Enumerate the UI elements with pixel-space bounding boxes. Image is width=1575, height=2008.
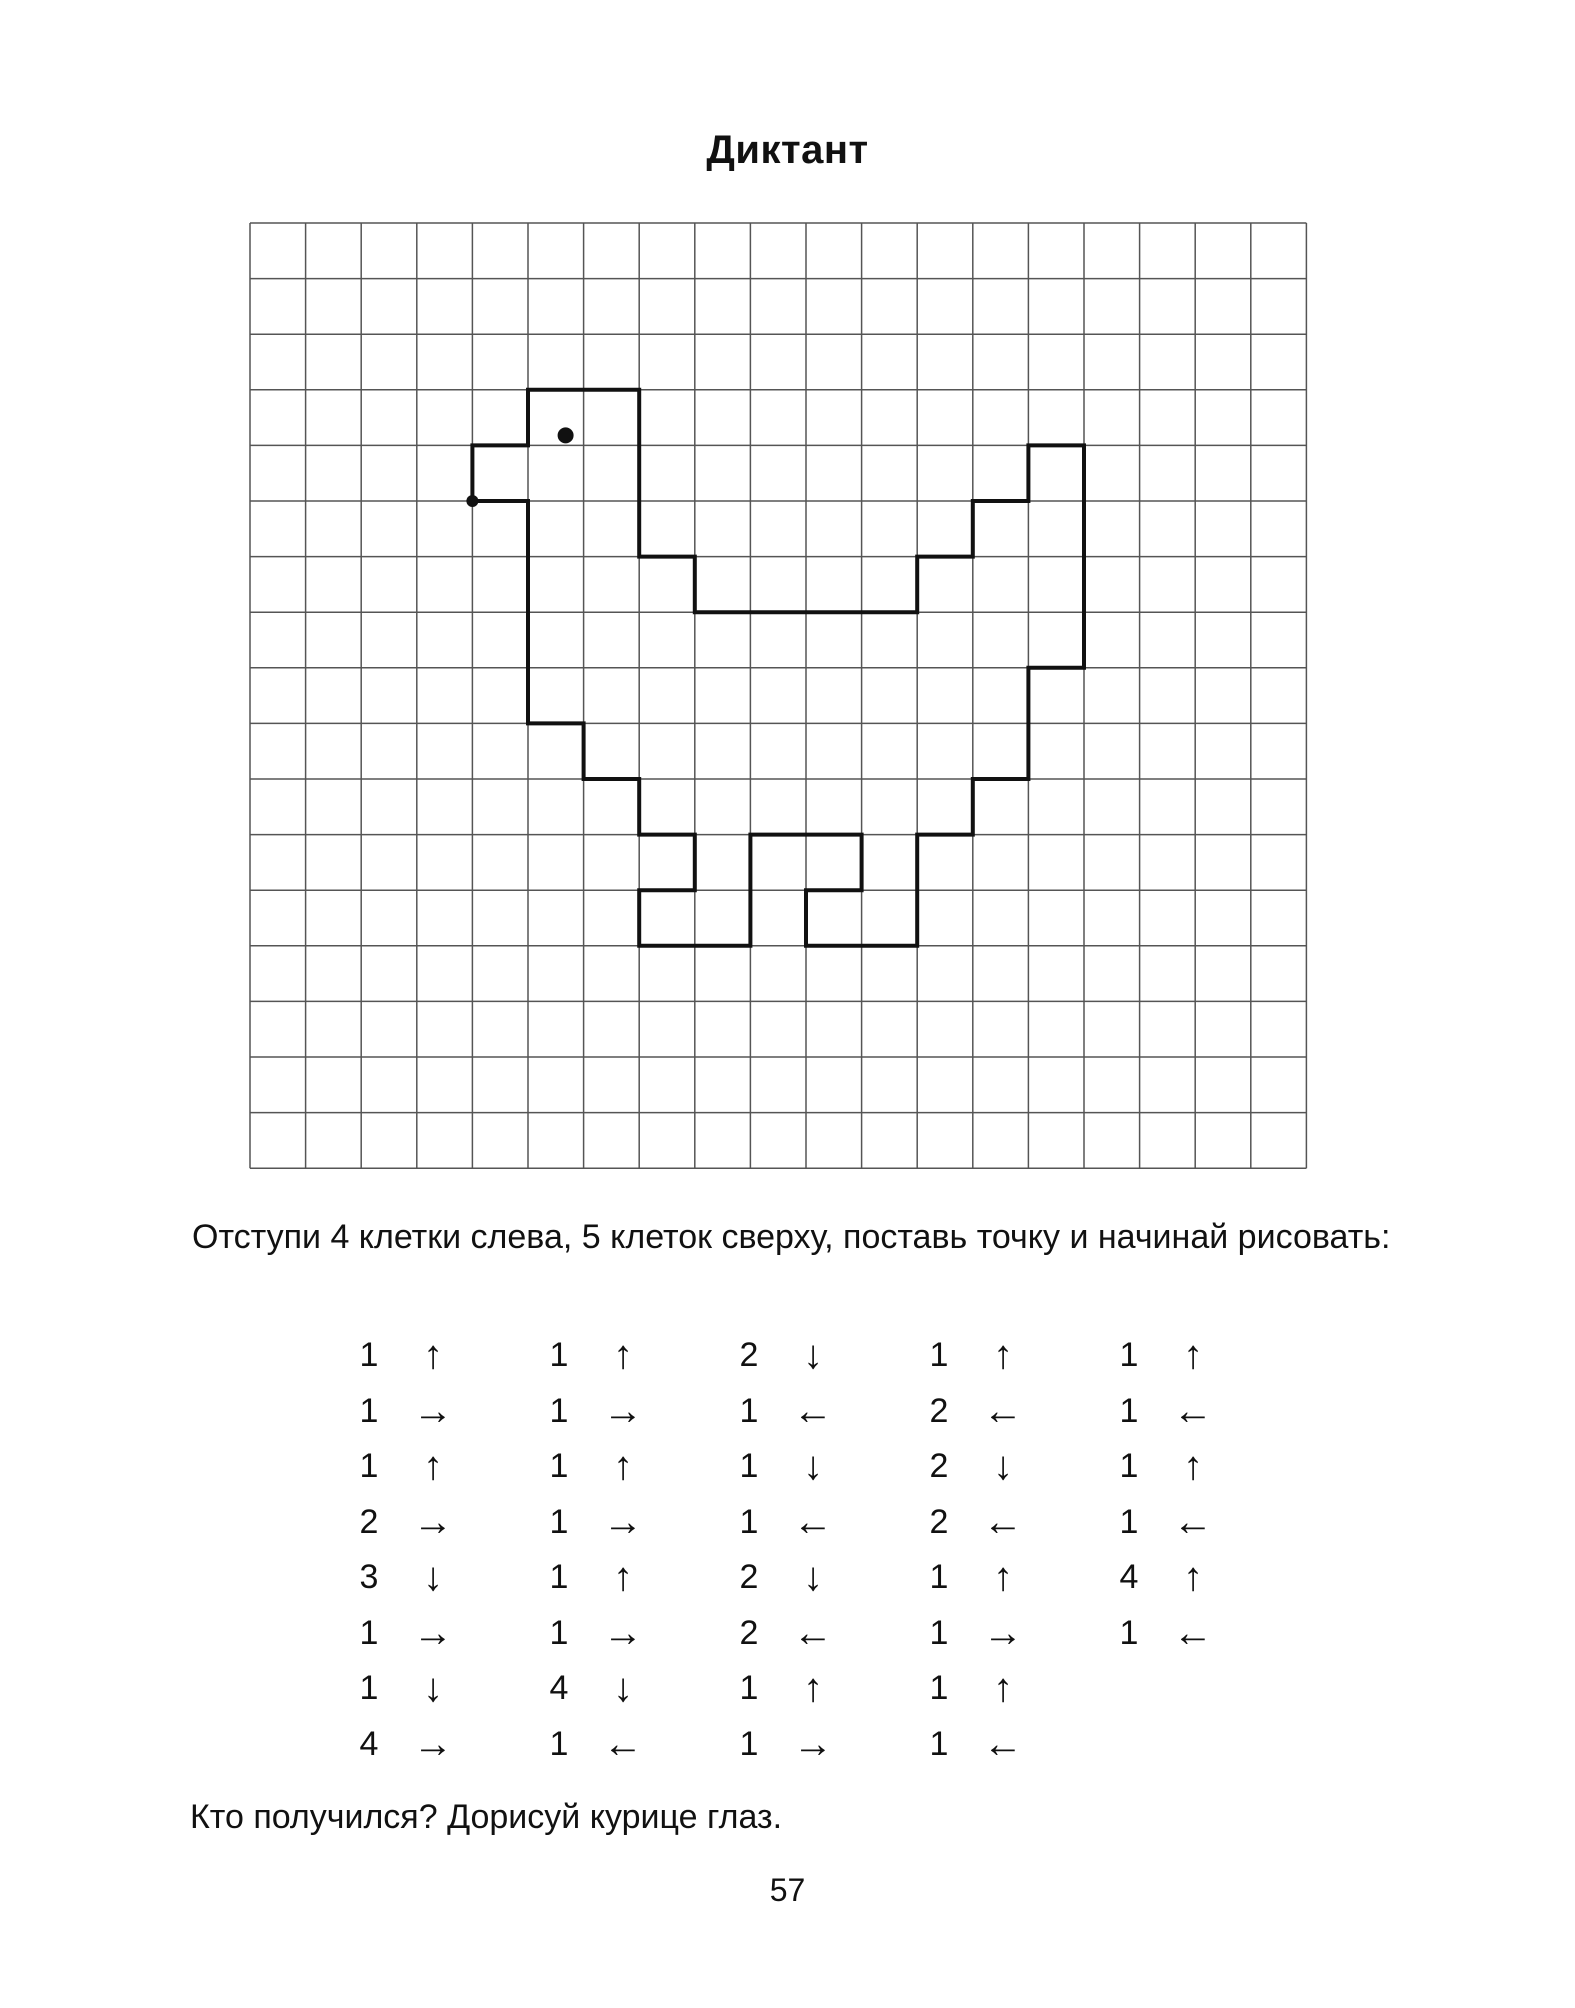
command-step	[354, 1608, 484, 1658]
step-count: 1	[739, 1447, 759, 1485]
command-step	[924, 1608, 1054, 1658]
step-count: 2	[359, 1502, 379, 1541]
command-step	[354, 1441, 484, 1491]
step-count: 2	[929, 1391, 949, 1430]
command-step	[734, 1330, 864, 1380]
command-step	[924, 1386, 1054, 1436]
step-count: 2	[929, 1502, 949, 1541]
step-count: 1	[549, 1613, 569, 1652]
step-count: 1	[549, 1558, 569, 1596]
command-step	[924, 1330, 1054, 1380]
step-count: 1	[929, 1613, 949, 1652]
arrow-down-icon: ↓	[803, 1555, 823, 1599]
command-step	[924, 1719, 1054, 1769]
command-step	[544, 1719, 674, 1769]
arrow-up-icon: ↑	[613, 1555, 633, 1599]
step-count: 1	[549, 1724, 569, 1763]
step-count: 1	[549, 1502, 569, 1541]
arrow-left-icon: ←	[793, 1388, 833, 1433]
instruction-text: Отступи 4 клетки слева, 5 клеток сверху, поставь точку и начинай рисовать:	[192, 1218, 1391, 1256]
command-step	[544, 1552, 674, 1602]
page-title: Диктант	[706, 128, 869, 172]
arrow-left-icon: ←	[793, 1610, 833, 1655]
step-count: 1	[929, 1336, 949, 1374]
question-text: Кто получился? Дорисуй курице глаз.	[190, 1798, 783, 1836]
command-step	[1114, 1386, 1244, 1436]
arrow-down-icon: ↓	[803, 1333, 823, 1377]
step-count: 1	[1119, 1502, 1139, 1541]
command-step	[1114, 1330, 1244, 1380]
command-step	[544, 1441, 674, 1491]
arrow-up-icon: ↑	[1183, 1555, 1203, 1599]
command-step	[544, 1386, 674, 1436]
step-count: 1	[549, 1391, 569, 1430]
arrow-right-icon: →	[603, 1388, 643, 1433]
step-count: 1	[1119, 1391, 1139, 1430]
arrow-up-icon: ↑	[423, 1444, 443, 1488]
step-count: 4	[1119, 1558, 1139, 1596]
command-step	[734, 1552, 864, 1602]
arrow-down-icon: ↓	[423, 1555, 443, 1599]
arrow-down-icon: ↓	[803, 1444, 823, 1488]
step-count: 2	[739, 1558, 759, 1596]
command-step	[734, 1441, 864, 1491]
command-step	[734, 1386, 864, 1436]
command-step	[734, 1663, 864, 1713]
arrow-down-icon: ↓	[613, 1666, 633, 1710]
command-step	[924, 1441, 1054, 1491]
arrow-left-icon: ←	[603, 1721, 643, 1766]
step-count: 1	[549, 1447, 569, 1485]
command-step	[1114, 1497, 1244, 1547]
command-step	[354, 1663, 484, 1713]
command-step	[1114, 1441, 1244, 1491]
arrow-down-icon: ↓	[423, 1666, 443, 1710]
step-count: 1	[359, 1447, 379, 1485]
arrow-left-icon: ←	[983, 1721, 1023, 1766]
step-count: 4	[359, 1724, 379, 1763]
arrow-up-icon: ↑	[993, 1666, 1013, 1710]
command-step	[354, 1386, 484, 1436]
arrow-right-icon: →	[793, 1721, 833, 1766]
arrow-up-icon: ↑	[993, 1555, 1013, 1599]
step-count: 1	[359, 1669, 379, 1707]
step-count: 1	[739, 1669, 759, 1707]
step-count: 1	[929, 1724, 949, 1763]
arrow-left-icon: ←	[983, 1499, 1023, 1544]
step-count: 1	[549, 1336, 569, 1374]
command-step	[354, 1497, 484, 1547]
step-count: 1	[1119, 1613, 1139, 1652]
step-count: 1	[359, 1391, 379, 1430]
arrow-left-icon: ←	[1173, 1610, 1213, 1655]
chicken-eye-dot	[558, 427, 574, 443]
arrow-down-icon: ↓	[993, 1444, 1013, 1488]
arrow-up-icon: ↑	[613, 1444, 633, 1488]
arrow-right-icon: →	[983, 1610, 1023, 1655]
command-step	[734, 1719, 864, 1769]
step-count: 4	[549, 1669, 569, 1707]
arrow-left-icon: ←	[1173, 1499, 1213, 1544]
step-count: 2	[739, 1336, 759, 1374]
command-step	[924, 1663, 1054, 1713]
arrow-up-icon: ↑	[993, 1333, 1013, 1377]
grid-lines	[250, 223, 1306, 1168]
arrow-left-icon: ←	[983, 1388, 1023, 1433]
arrow-right-icon: →	[413, 1721, 453, 1766]
arrow-left-icon: ←	[793, 1499, 833, 1544]
arrow-up-icon: ↑	[1183, 1333, 1203, 1377]
arrow-right-icon: →	[413, 1610, 453, 1655]
command-step	[1114, 1552, 1244, 1602]
step-count: 1	[739, 1502, 759, 1541]
arrow-up-icon: ↑	[1183, 1444, 1203, 1488]
step-count: 1	[359, 1613, 379, 1652]
command-step	[734, 1497, 864, 1547]
arrow-left-icon: ←	[1173, 1388, 1213, 1433]
step-count: 1	[739, 1391, 759, 1430]
arrow-right-icon: →	[413, 1499, 453, 1544]
command-step	[734, 1608, 864, 1658]
step-count: 1	[739, 1724, 759, 1763]
command-step	[544, 1608, 674, 1658]
step-count: 2	[739, 1613, 759, 1652]
step-count: 2	[929, 1447, 949, 1485]
step-count: 3	[359, 1558, 379, 1596]
command-step	[924, 1552, 1054, 1602]
arrow-right-icon: →	[603, 1610, 643, 1655]
page-number: 57	[769, 1872, 806, 1908]
step-count: 1	[1119, 1336, 1139, 1374]
command-step	[544, 1330, 674, 1380]
command-step	[544, 1663, 674, 1713]
step-count: 1	[359, 1336, 379, 1374]
start-point-dot	[466, 495, 478, 507]
command-step	[544, 1497, 674, 1547]
command-step	[354, 1719, 484, 1769]
arrow-up-icon: ↑	[423, 1333, 443, 1377]
command-step	[924, 1497, 1054, 1547]
command-step	[354, 1552, 484, 1602]
command-step	[354, 1330, 484, 1380]
step-count: 1	[929, 1558, 949, 1596]
step-count: 1	[929, 1669, 949, 1707]
arrow-up-icon: ↑	[803, 1666, 823, 1710]
command-step	[1114, 1608, 1244, 1658]
step-count: 1	[1119, 1447, 1139, 1485]
arrow-right-icon: →	[603, 1499, 643, 1544]
arrow-up-icon: ↑	[613, 1333, 633, 1377]
arrow-right-icon: →	[413, 1388, 453, 1433]
